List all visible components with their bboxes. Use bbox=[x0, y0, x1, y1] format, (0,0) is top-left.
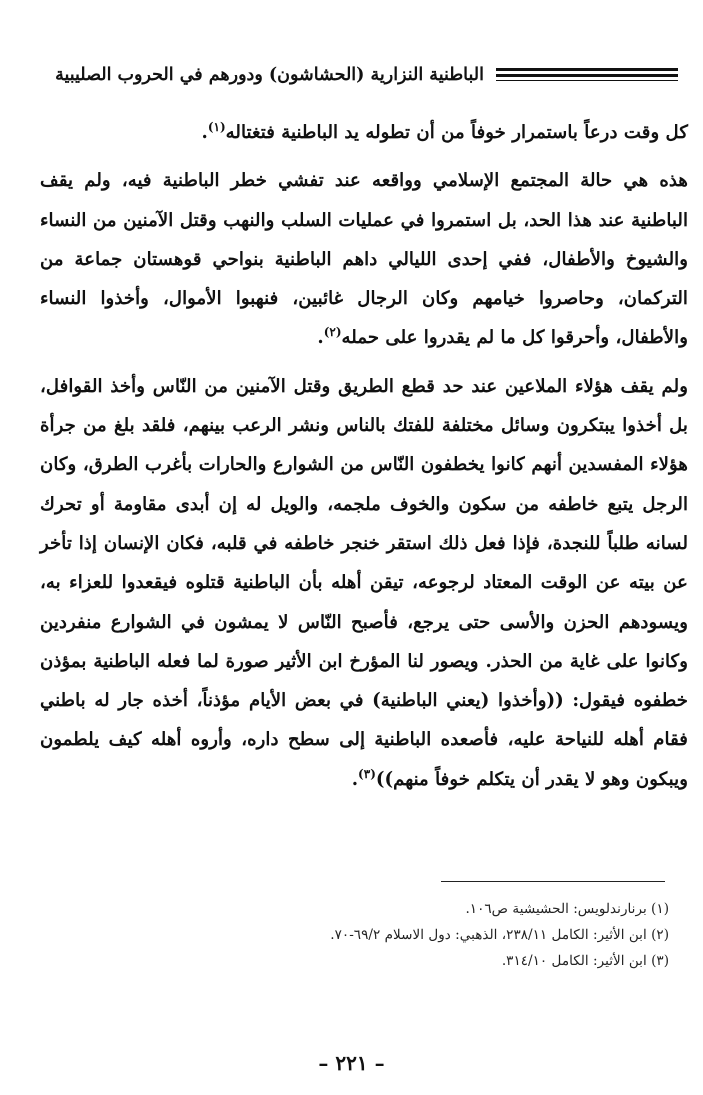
paragraph-end: . bbox=[351, 768, 359, 790]
paragraph-text: كل وقت درعاً باستمرار خوفاً من أن تطوله يد الباطنية فتغتاله bbox=[225, 122, 688, 143]
header-title: الباطنية النزارية (الحشاشون) ودورهم في الحروب الصليبية bbox=[55, 65, 484, 85]
footnotes bbox=[69, 896, 669, 974]
paragraph bbox=[40, 113, 688, 152]
body-text bbox=[40, 113, 688, 799]
footnote: (١) برنارندلويس: الحشيشية ص١٠٦. bbox=[465, 901, 669, 917]
header-rule bbox=[496, 68, 678, 71]
paragraph-text: ولم يقف هؤلاء الملاعين عند حد قطع الطريق وقتل الآمنين من النّاس وأخذ القوافل، بل أخذوا يبتكرون وسائل مختلفة للفتك بالناس ونشر الرعب بينهم، فلقد بلغ من جرأة هؤلاء المفسدين أنهم كانوا يخطفون النّاس من الشوارع والحارات بأغرب الطرق، وكان الرجل يتبع خاطفه من سكون والخوف ملجمه، والويل له إن أبدى مقاومة أو تحرك لسانه طلباً للنجدة، فإذا فعل ذلك استقر خنجر خاطفه في قلبه، فكان الإنسان إذا تأخر عن بيته عن الوقت المعتاد لرجوعه، تيقن أهله بأن الباطنية قتلوه فيقعدوا للعزاء به، ويسودهم الحزن والأسى حتى يرجع، فأصبح النّاس لا يمشون في الشوارع منفردين وكانوا على غاية من الحذر. ويصور لنا المؤرخ ابن الأثير صورة لما فعله الباطنية بمؤذن خطفوه فيقول: ((وأخذوا (يعني الباطنية) في بعض الأيام مؤذناً، أخذه جار له باطني فقام أهله للنياحة عليه، فأصعده الباطنية إلى سطح داره، وأروه أهله كيف يلطمون ويبكون وهو لا يقدر أن يتكلم خوفاً منهم)) bbox=[40, 375, 688, 790]
paragraph bbox=[40, 161, 688, 357]
footnote-ref: (٢) bbox=[323, 325, 342, 340]
header-rule bbox=[496, 74, 678, 77]
paragraph-text: هذه هي حالة المجتمع الإسلامي وواقعه عند تفشي خطر الباطنية فيه، ولم يقف الباطنية عند هذا الحد، بل استمروا في عمليات السلب والنهب وقتل الآمنين من النساء والشيوخ والأطفال، ففي إحدى الليالي داهم الباطنية بنواحي قوهستان جماعة من التركمان، وحاصروا خيامهم وكان الرجال غائبين، فنهبوا الأموال، وأخذوا النساء والأطفال، وأحرقوا كل ما لم يقدروا على حمله bbox=[40, 170, 688, 349]
paragraph-end: . bbox=[317, 327, 324, 349]
paragraph-end: . bbox=[201, 122, 208, 143]
running-header bbox=[55, 62, 684, 92]
footnote: (٢) ابن الأثير: الكامل ٢٣٨/١١، الذهبي: دول الاسلام ٦٩/٢-٧٠. bbox=[330, 927, 669, 943]
footnote-ref: (١) bbox=[207, 119, 226, 134]
footnote: (٣) ابن الأثير: الكامل ٣١٤/١٠. bbox=[501, 953, 669, 969]
footnote-ref: (٣) bbox=[358, 766, 376, 781]
footnote-separator bbox=[441, 881, 665, 882]
paragraph bbox=[40, 367, 688, 799]
header-rule bbox=[496, 80, 678, 81]
page-number: – ٢٢١ – bbox=[318, 1051, 385, 1075]
